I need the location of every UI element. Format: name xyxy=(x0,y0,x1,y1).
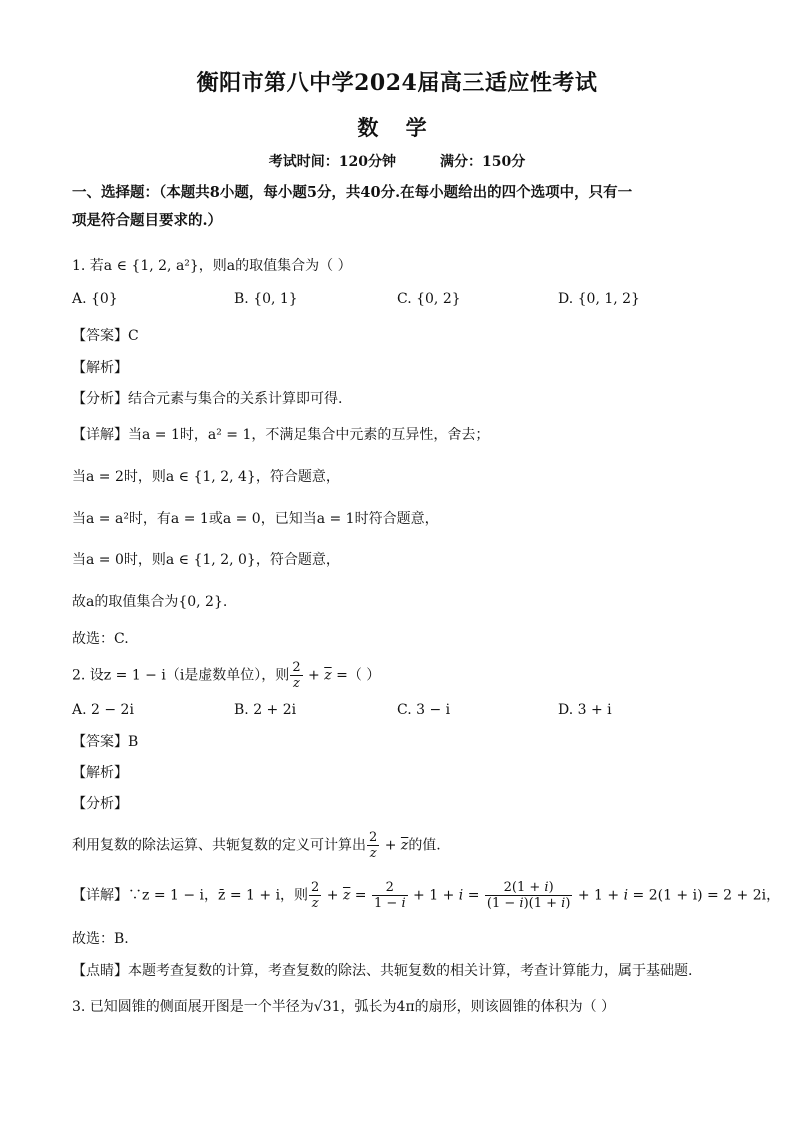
q1-option-d: D. {0, 1, 2} xyxy=(558,291,640,307)
q1-detail-1: 【详解】当a = 1时，a² = 1，不满足集合中元素的互异性，舍去； xyxy=(72,427,490,443)
q1-stem: 1. 若a ∈ {1, 2, a²}，则a的取值集合为（ ） xyxy=(72,258,352,274)
q2-fenxi-label: 【分析】 xyxy=(72,796,128,812)
subject-title: 数 学 xyxy=(357,115,437,140)
q2-stem xyxy=(72,660,380,691)
q1-option-b: B. {0, 1} xyxy=(234,291,298,307)
q1-detail-5: 故a的取值集合为{0, 2}. xyxy=(72,594,228,610)
q2-comment: 【点睛】本题考查复数的计算，考查复数的除法、共轭复数的相关计算，考查计算能力，属于基础题. xyxy=(72,963,693,979)
section-heading-line1: 一、选择题：（本题共8小题，每小题5分，共40分.在每小题给出的四个选项中，只有一 xyxy=(72,184,633,201)
q2-analysis-label: 【解析】 xyxy=(72,765,128,781)
q2-fenxi: 利用复数的除法运算、共轭复数的定义可计算出 $\frac{2}{z}$ + $\overline{z}$的值. xyxy=(72,830,441,861)
q2-stem-text: 2. 设z = 1 − i（i是虚数单位），则 xyxy=(72,667,290,684)
q2-choose: 故选：B. xyxy=(72,931,129,947)
q1-detail-2: 当a = 2时，则a ∈ {1, 2, 4}，符合题意， xyxy=(72,469,340,485)
q1-analysis-label: 【解析】 xyxy=(72,360,128,376)
q1-option-c: C. {0, 2} xyxy=(397,291,461,307)
q2-detail-frac-3: $\frac{2(1 + i)}{(1 - i)(1 + i)}$ xyxy=(486,880,571,911)
q3-stem: 3. 已知圆锥的侧面展开图是一个半径为√31，弧长为4π的扇形，则该圆锥的体积为（ ） xyxy=(72,999,616,1015)
exam-score: 满分：150分 xyxy=(440,154,526,170)
q2-formula: + $\overline{z}$ = xyxy=(303,667,348,684)
exam-meta xyxy=(0,151,794,171)
q2-detail-end: = 2(1 + i) = 2 + 2i， xyxy=(632,887,781,904)
q1-detail-4: 当a = 0时，则a ∈ {1, 2, 0}，符合题意， xyxy=(72,552,340,568)
q1-option-a: A. {0} xyxy=(72,291,118,307)
q2-answer: 【答案】B xyxy=(72,734,139,750)
q1-fenxi: 【分析】结合元素与集合的关系计算即可得. xyxy=(72,391,343,407)
q1-choose: 故选：C. xyxy=(72,631,129,647)
q2-option-d: D. 3 + i xyxy=(558,702,612,718)
q2-fraction: $\frac{2}{z}$ xyxy=(292,660,301,691)
q2-stem-end: （ ） xyxy=(347,667,381,684)
q1-detail-3: 当a = a²时，有a = 1或a = 0，已知当a = 1时符合题意， xyxy=(72,511,439,527)
q1-answer: 【答案】C xyxy=(72,328,139,344)
q2-detail-frac-1: $\frac{2}{z}$ xyxy=(311,880,320,911)
q2-detail-frac-2: $\frac{2}{1 - i}$ xyxy=(374,880,406,911)
q2-option-a: A. 2 − 2i xyxy=(72,702,134,718)
exam-time: 考试时间：120分钟 xyxy=(268,154,396,170)
q2-option-c: C. 3 − i xyxy=(397,702,451,718)
q2-fenxi-fraction: $\frac{2}{z}$ xyxy=(369,830,378,861)
q2-detail: 【详解】∵z = 1 − i，z̄ = 1 + i，则 $\frac{2}{z}$ + $\overline{z}$ = $\frac{2}{1 - i}$ + 1 + i = $\frac{2(1 + i)}{(1 - i)(1 + i)}$ + 1 + i = 2(1 + i) = 2 + 2i， xyxy=(72,880,781,911)
q2-detail-text: 【详解】∵z = 1 − i，z̄ = 1 + i，则 xyxy=(72,887,309,904)
section-heading-line2: 项是符合题目要求的.） xyxy=(72,212,223,229)
exam-title: 衡阳市第八中学2024届高三适应性考试 xyxy=(196,70,598,96)
q2-fenxi-text: 利用复数的除法运算、共轭复数的定义可计算出 xyxy=(72,837,366,854)
q2-option-b: B. 2 + 2i xyxy=(234,702,297,718)
q2-fenxi-end: 的值. xyxy=(408,837,441,854)
